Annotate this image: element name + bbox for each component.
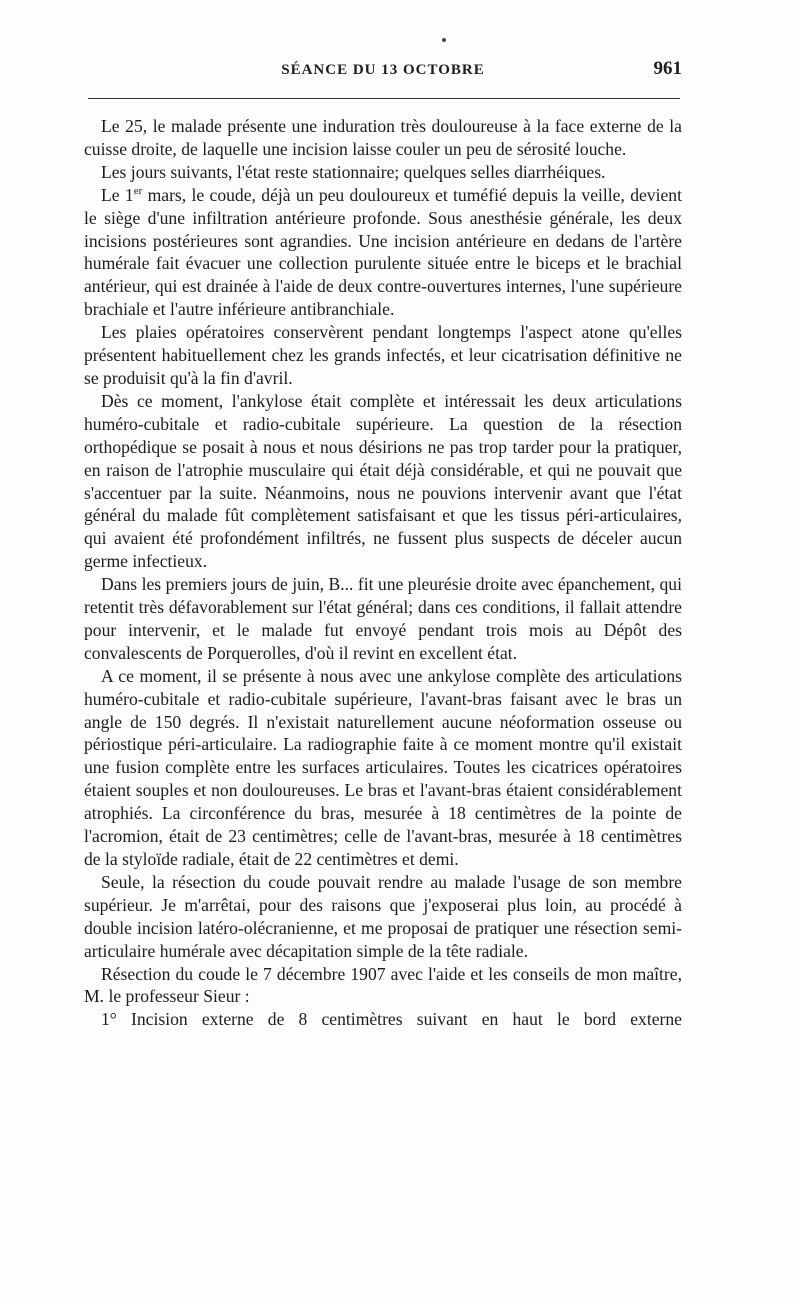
- paragraph-5: Dès ce moment, l'ankylose était complète et intéressait les deux articulations huméro-cubitale et radio-cubitale supérieure. La question de la résection orthopédique se posait à nous et nous désirions ne pas trop tarder pour la pratiquer, en raison de l'atrophie musculaire qui était déjà considérable, et qui ne pouvait que s'accentuer par la suite. Néanmoins, nous ne pouvions intervenir avant que l'état général du malade fût complètement satisfaisant et que les tissus péri-articulaires, qui avaient été profondément infiltrés, ne fussent plus suspects de déceler aucun germe infectieux.: [84, 390, 682, 572]
- ordinal-superscript: er: [133, 184, 143, 197]
- ink-speck: [442, 38, 446, 42]
- paragraph-4: Les plaies opératoires conservèrent pendant longtemps l'aspect atone qu'elles présentent habituellement chez les grands infectés, et leur cicatrisation définitive ne se produisit qu'à la fin d'avril.: [84, 322, 682, 388]
- paragraph-1: Le 25, le malade présente une induration très douloureuse à la face externe de la cuisse droite, de laquelle une incision laisse couler un peu de sérosité louche.: [84, 116, 682, 159]
- body-text: [84, 115, 682, 1031]
- page-number: 961: [653, 58, 682, 79]
- paragraph-9: Résection du coude le 7 décembre 1907 avec l'aide et les conseils de mon maître, M. le professeur Sieur :: [84, 963, 682, 1007]
- paragraph-6: Dans les premiers jours de juin, B... fit une pleurésie droite avec épanchement, qui retentit très défavorablement sur l'état général; dans ces conditions, il fallait attendre pour intervenir, et le malade fut envoyé pendant trois mois au Dépôt des convalescents de Porquerolles, d'où il revint en excellent état.: [84, 574, 682, 663]
- page-header: [84, 58, 682, 88]
- paragraph-8: Seule, la résection du coude pouvait rendre au malade l'usage de son membre supérieur. Je m'arrêtai, pour des raisons que j'exposerai plus loin, au procédé à double incision latéro-olécranienne, et me proposai de pratiquer une résection semi-articulaire humérale avec décapitation simple de la tête radiale.: [84, 871, 682, 961]
- paragraph-7: A ce moment, il se présente à nous avec une ankylose complète des articulations huméro-cubitale et radio-cubitale supérieure, l'avant-bras faisant avec le bras un angle de 150 degrés. Il n'existait naturellement aucune néoformation osseuse ou périostique péri-articulaire. La radiographie faite à ce moment montre qu'il existait une fusion complète entre les surfaces articulaires. Toutes les cicatrices opératoires étaient souples et non douloureuses. Le bras et l'avant-bras étaient considérablement atrophiés. La circonférence du bras, mesurée à 18 centimètres de la pointe de l'acromion, était de 23 centimètres; celle de l'avant-bras, mesurée à 18 centimètres de la styloïde radiale, était de 22 centimètres et demi.: [84, 665, 682, 869]
- running-title: SÉANCE DU 13 OCTOBRE: [281, 62, 485, 78]
- paragraph-3-prefix: Le 1: [101, 184, 134, 205]
- paragraph-2: Les jours suivants, l'état reste stationnaire; quelques selles diarrhéiques.: [101, 161, 606, 182]
- header-rule: [88, 98, 680, 99]
- paragraph-10: 1° Incision externe de 8 centimètres suivant en haut le bord externe: [101, 1009, 682, 1030]
- paragraph-3: [84, 184, 682, 321]
- paragraph-3-text: mars, le coude, déjà un peu douloureux et tuméfié depuis la veille, devient le siège d'une infiltration antérieure profonde. Sous anesthésie générale, les deux incisions postérieures sont agrandies. Une incision antérieure en dedans de l'artère humérale fait évacuer une collection purulente située entre le biceps et le brachial antérieur, qui est drainée à l'aide de deux contre-ouvertures internes, l'une supérieure brachiale et l'autre inférieure antibranchiale.: [84, 184, 682, 320]
